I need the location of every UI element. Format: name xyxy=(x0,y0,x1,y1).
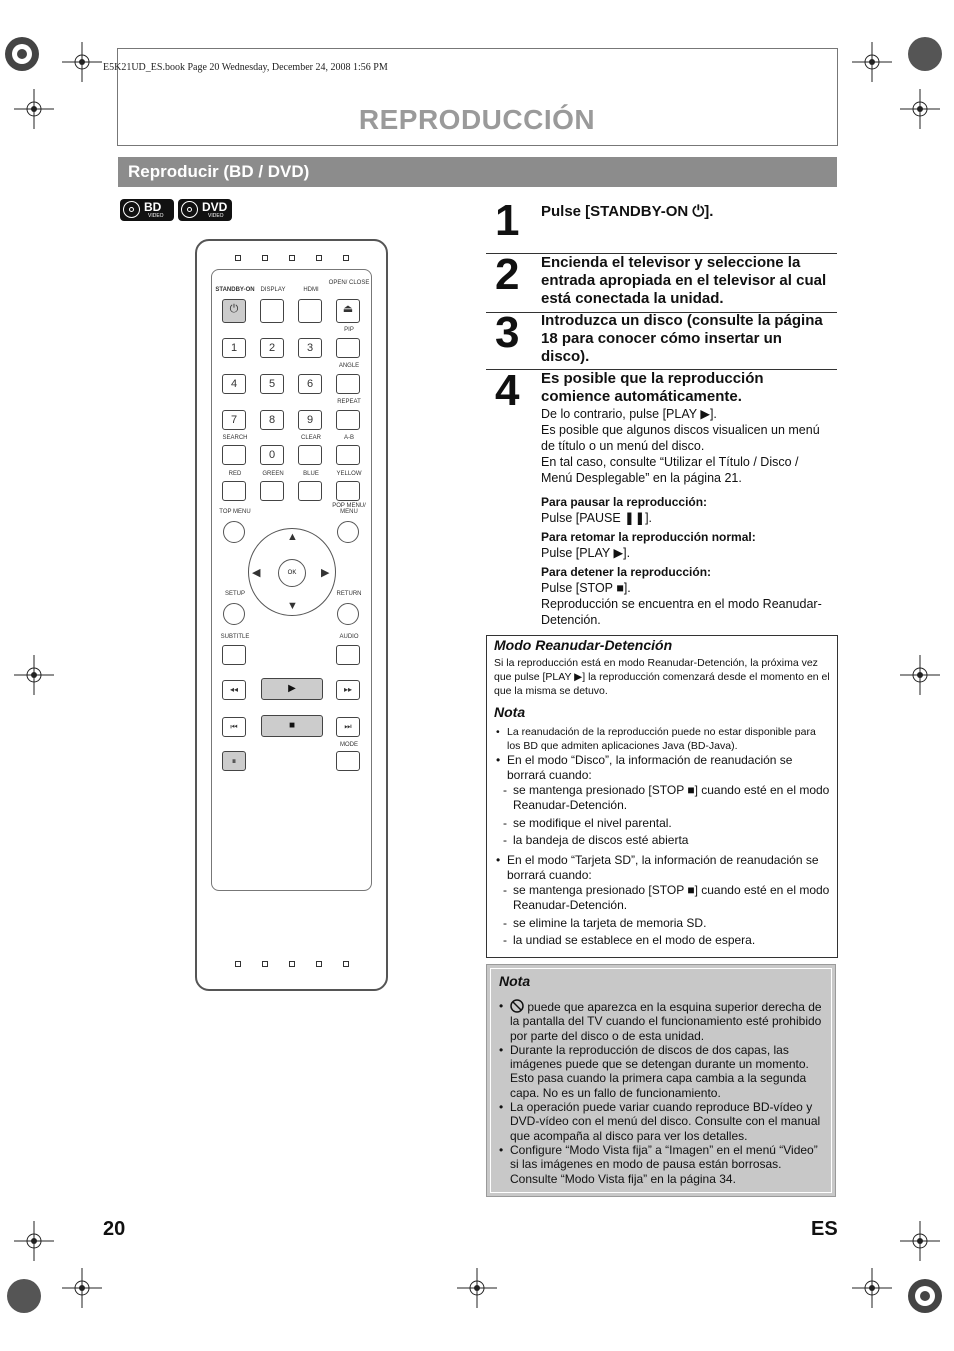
play-button[interactable] xyxy=(261,678,323,700)
note-box-item xyxy=(497,999,827,1043)
angle-button[interactable] xyxy=(336,374,360,394)
stop-note: Reproducción se encuentra en el modo Reanudar-Detención. xyxy=(541,597,822,627)
logo-sub: VIDEO xyxy=(208,213,224,219)
remote-led xyxy=(235,255,241,261)
remote-led xyxy=(343,961,349,967)
skip-forward-button[interactable] xyxy=(336,717,360,737)
rewind-button[interactable] xyxy=(222,680,246,700)
pause-icon: ⏸ xyxy=(231,756,237,766)
note-box-text: puede que aparezca en la esquina superior derecha de la pantalla del TV cuando el funcionamiento esté prohibido por parte del disco o de esta unidad. xyxy=(510,1000,822,1043)
hdmi-button[interactable] xyxy=(298,299,322,323)
remote-led xyxy=(343,255,349,261)
prohibited-icon xyxy=(510,999,524,1013)
step-heading: Introduzca un disco (consulte la página 18 para conocer cómo insertar un disco). xyxy=(541,312,823,365)
display-label: DISPLAY xyxy=(260,287,286,293)
green-button[interactable] xyxy=(260,481,284,501)
step-number: 3 xyxy=(495,308,520,357)
clear-button[interactable] xyxy=(298,445,322,465)
remote-led xyxy=(235,961,241,967)
note-box-title: Nota xyxy=(499,973,531,989)
green-label: GREEN xyxy=(262,471,284,477)
step-4-body xyxy=(541,406,831,486)
pause-button[interactable] xyxy=(222,751,246,771)
digit-9-button[interactable]: 9 xyxy=(298,410,322,430)
hdmi-label: HDMI xyxy=(303,287,319,293)
remote-led xyxy=(262,961,268,967)
step-4-line: Es posible que algunos discos visualicen un menú de título o un menú del disco. xyxy=(541,423,820,453)
resume-mode-title: Modo Reanudar-Detención xyxy=(494,637,673,653)
skip-forward-icon: ⏭ xyxy=(344,722,352,731)
page-title: REPRODUCCIÓN xyxy=(358,104,596,135)
standby-button[interactable] xyxy=(222,299,246,323)
digit-2-button[interactable]: 2 xyxy=(260,338,284,358)
crosshair-mark xyxy=(900,655,940,695)
section-bar xyxy=(118,157,837,187)
page-number: 20 xyxy=(103,1218,126,1240)
return-label: RETURN xyxy=(336,591,362,597)
remote-led xyxy=(289,255,295,261)
crosshair-mark xyxy=(457,1268,497,1308)
popup-menu-button[interactable] xyxy=(337,521,359,543)
remote-led xyxy=(316,255,322,261)
resume-instructions xyxy=(541,529,831,561)
popup-menu-label: POP MENU/ MENU xyxy=(332,503,366,515)
step-number: 4 xyxy=(495,366,520,415)
play-icon: ▶ xyxy=(288,683,296,694)
crosshair-mark xyxy=(900,1221,940,1261)
step-4-line: En tal caso, consulte “Utilizar el Título / Disco / Menú Desplegable” en la página 21. xyxy=(541,455,799,485)
note-title: Nota xyxy=(494,704,526,720)
top-menu-label: TOP MENU xyxy=(219,509,251,515)
digit-0-button[interactable]: 0 xyxy=(260,445,284,465)
crosshair-mark xyxy=(14,655,54,695)
dvd-video-logo xyxy=(178,199,232,221)
audio-button[interactable] xyxy=(336,645,360,665)
ab-label: A-B xyxy=(343,435,354,441)
language-code: ES xyxy=(811,1218,838,1240)
repeat-button[interactable] xyxy=(336,410,360,430)
resume-note-list xyxy=(494,725,832,948)
resume-mode-text: Si la reproducción está en modo Reanudar-Detención, la próxima vez que pulse [PLAY ▶] la reproducción comenzará desde el momento en el que la misma se detuvo. xyxy=(494,657,830,697)
ab-button[interactable] xyxy=(336,445,360,465)
skip-back-button[interactable] xyxy=(222,717,246,737)
arrow-left-icon[interactable]: ◀ xyxy=(252,567,261,579)
crosshair-mark xyxy=(852,42,892,82)
note-subitem: - se mantenga presionado [STOP ■] cuando esté en el modo Reanudar-Detención. xyxy=(494,883,832,913)
crosshair-mark xyxy=(62,42,102,82)
stop-button[interactable] xyxy=(261,715,323,737)
logo-label: DVD xyxy=(202,200,228,214)
clear-label: CLEAR xyxy=(300,435,321,441)
eject-icon: ⏏ xyxy=(342,303,354,315)
step-heading: Encienda el televisor y seleccione la entrada apropiada en el televisor al cual está conectada la unidad. xyxy=(541,254,827,307)
arrow-down-icon[interactable]: ▼ xyxy=(287,600,298,612)
note-item: • La reanudación de la reproducción puede no estar disponible para los BD que admiten aplicaciones Java (BD-Java). xyxy=(494,725,832,753)
step-4-line: De lo contrario, pulse [PLAY ▶]. xyxy=(541,407,717,421)
pause-heading: Para pausar la reproducción: xyxy=(541,495,708,509)
disc-icon xyxy=(181,201,198,218)
note-subitem: - la undiad se establece en el modo de espera. xyxy=(494,933,832,948)
digit-5-button[interactable]: 5 xyxy=(260,374,284,394)
note-subitem: - se modifique el nivel parental. xyxy=(494,816,832,831)
setup-button[interactable] xyxy=(223,603,245,625)
red-button[interactable] xyxy=(222,481,246,501)
digit-3-button[interactable]: 3 xyxy=(298,338,322,358)
arrow-right-icon[interactable]: ▶ xyxy=(321,567,330,579)
search-button[interactable] xyxy=(222,445,246,465)
crosshair-mark xyxy=(62,1268,102,1308)
crosshair-mark xyxy=(852,1268,892,1308)
ok-button[interactable]: OK xyxy=(278,559,306,587)
standby-label: STANDBY-ON xyxy=(215,287,255,293)
note-item: • En el modo “Tarjeta SD”, la información de reanudación se borrará cuando: xyxy=(494,853,832,883)
step-number: 2 xyxy=(495,250,520,299)
crosshair-mark xyxy=(14,1221,54,1261)
note-box-item: • Configure “Modo Vista fija” a “Imagen” en el menú “Video” si las imágenes en modo de pausa están borrosas. Consulte “Modo Vista fija” en la página 34. xyxy=(497,1143,827,1186)
registration-mark xyxy=(4,1276,44,1316)
remote-led xyxy=(289,961,295,967)
open-close-button[interactable] xyxy=(336,299,360,323)
digit-8-button[interactable]: 8 xyxy=(260,410,284,430)
repeat-label: REPEAT xyxy=(337,399,361,405)
blue-button[interactable] xyxy=(298,481,322,501)
yellow-button[interactable] xyxy=(336,481,360,501)
search-label: SEARCH xyxy=(222,435,248,441)
resume-text: Pulse [PLAY ▶]. xyxy=(541,546,631,560)
registration-mark xyxy=(905,1276,945,1316)
fast-forward-button[interactable] xyxy=(336,680,360,700)
stop-icon: ■ xyxy=(288,720,296,731)
subtitle-label: SUBTITLE xyxy=(220,634,250,640)
pause-text: Pulse [PAUSE ❚❚]. xyxy=(541,511,653,525)
note-box-list xyxy=(497,999,827,1186)
disc-icon xyxy=(123,201,140,218)
bd-video-logo xyxy=(120,199,174,221)
step-heading: Pulse [STANDBY-ON ⏻]. xyxy=(541,203,714,220)
digit-4-button[interactable]: 4 xyxy=(222,374,246,394)
skip-back-icon: ⏮ xyxy=(230,722,238,731)
pip-label: PIP xyxy=(344,327,354,333)
remote-led xyxy=(262,255,268,261)
registration-mark xyxy=(2,34,42,74)
blue-label: BLUE xyxy=(303,471,319,477)
top-menu-button[interactable] xyxy=(223,521,245,543)
stop-text: Pulse [STOP ■]. xyxy=(541,581,631,595)
stop-instructions xyxy=(541,564,831,628)
note-subitem: - se elimine la tarjeta de memoria SD. xyxy=(494,916,832,931)
power-icon: ⏻ xyxy=(229,303,239,315)
mode-label: MODE xyxy=(340,742,358,748)
audio-label: AUDIO xyxy=(339,634,359,640)
rewind-icon: ◂◂ xyxy=(229,685,239,694)
subtitle-button[interactable] xyxy=(222,645,246,665)
note-box-item: • Durante la reproducción de discos de dos capas, las imágenes puede que se detengan durante un momento. Esto pasa cuando la primera capa cambia a la segunda capa. No es un fallo de funcionamiento. xyxy=(497,1043,827,1100)
yellow-label: YELLOW xyxy=(336,471,362,477)
digit-6-button[interactable]: 6 xyxy=(298,374,322,394)
angle-label: ANGLE xyxy=(338,363,360,369)
registration-mark xyxy=(905,34,945,74)
pip-button[interactable] xyxy=(336,338,360,358)
setup-label: SETUP xyxy=(224,591,245,597)
file-info: E5K21UD_ES.book Page 20 Wednesday, December 24, 2008 1:56 PM xyxy=(103,62,388,73)
logo-sub: VIDEO xyxy=(148,213,164,219)
display-button[interactable] xyxy=(260,299,284,323)
note-box-item: • La operación puede variar cuando reproduce BD-vídeo y DVD-vídeo con el menú del disco. Consulte con el manual que acompaña al disco para ver los detalles. xyxy=(497,1100,827,1143)
return-button[interactable] xyxy=(337,603,359,625)
note-item: • En el modo “Disco”, la información de reanudación se borrará cuando: xyxy=(494,753,832,783)
pause-instructions xyxy=(541,494,831,526)
digit-1-button[interactable]: 1 xyxy=(222,338,246,358)
step-heading: Es posible que la reproducción comience automáticamente. xyxy=(541,370,764,405)
red-label: RED xyxy=(228,471,242,477)
resume-heading: Para retomar la reproducción normal: xyxy=(541,530,756,544)
note-subitem: - la bandeja de discos esté abierta xyxy=(494,833,832,848)
logo-label: BD xyxy=(144,200,162,214)
remote-led xyxy=(316,961,322,967)
fast-forward-icon: ▸▸ xyxy=(343,685,353,694)
mode-button[interactable] xyxy=(336,751,360,771)
arrow-up-icon[interactable]: ▲ xyxy=(287,531,298,543)
stop-heading: Para detener la reproducción: xyxy=(541,565,712,579)
note-subitem: - se mantenga presionado [STOP ■] cuando esté en el modo Reanudar-Detención. xyxy=(494,783,832,813)
section-title: Reproducir (BD / DVD) xyxy=(128,162,310,181)
digit-7-button[interactable]: 7 xyxy=(222,410,246,430)
open-close-label: OPEN/ CLOSE xyxy=(328,280,370,286)
step-number: 1 xyxy=(495,196,520,245)
